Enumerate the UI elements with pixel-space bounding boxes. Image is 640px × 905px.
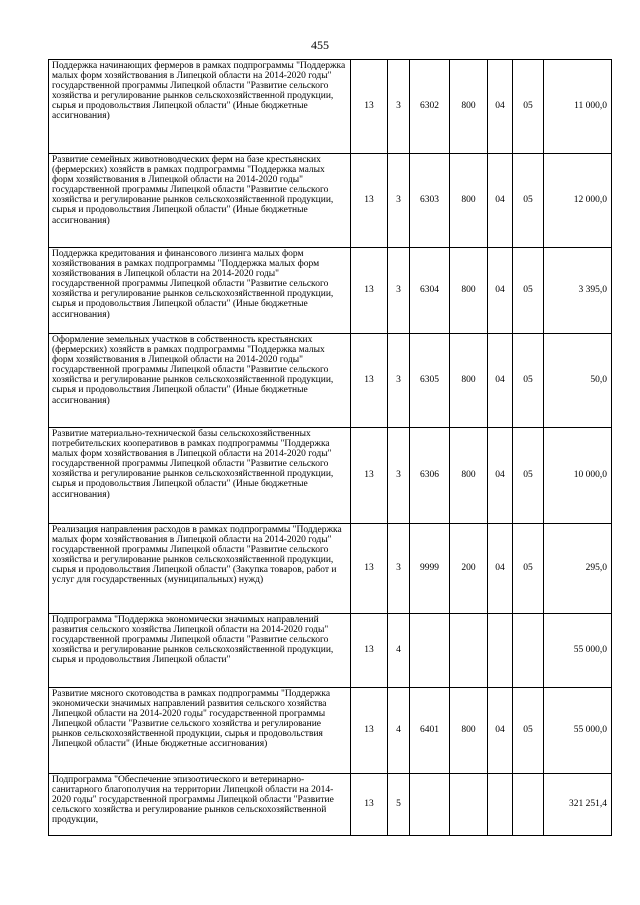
subsection-code: 05 [513,60,544,154]
page-number: 455 [311,38,329,52]
section-code: 04 [488,60,513,154]
section-code [488,774,513,836]
row-description: Реализация направления расходов в рамках подпрограммы "Поддержка малых форм хозяйствования в Липецкой области на 2014-2020 годы" государственной программы Липецкой области "Развитие сельского хозяйства и регулирование рынков сельскохозяйственной продукции, сырья и продовольствия Липецкой области" (Закупка товаров, работ и услуг для государственных (муниципальных) нужд) [49,524,351,614]
subsection-code: 05 [513,334,544,428]
section-code: 04 [488,428,513,524]
expense-article-code: 6302 [410,60,450,154]
expense-article-code [410,614,450,688]
subsection-code: 05 [513,524,544,614]
expense-article-code: 6304 [410,248,450,334]
table-row [49,688,612,774]
subsection-code: 05 [513,688,544,774]
subsection-code: 05 [513,428,544,524]
program-code: 13 [351,688,388,774]
amount-cell: 10 000,0 [544,428,612,524]
expense-type-code [450,614,488,688]
row-description: Развитие мясного скотоводства в рамках подпрограммы "Поддержка экономически значимых направлений развития сельского хозяйства Липецкой области на 2014-2020 годы" государственной программы Липецкой области "Развитие сельского хозяйства и регулирование рынков сельскохозяйственной продукции, сырья и продовольствия Липецкой области" (Иные бюджетные ассигнования) [49,688,351,774]
program-code: 13 [351,774,388,836]
row-description: Подпрограмма "Поддержка экономически значимых направлений развития сельского хозяйства Липецкой области на 2014-2020 годы" государственной программы Липецкой области "Развитие сельского хозяйства и регулирование рынков сельскохозяйственной продукции, сырья и продовольствия Липецкой области" [49,614,351,688]
subprogram-code: 3 [388,428,410,524]
expense-article-code: 6305 [410,334,450,428]
program-code: 13 [351,154,388,248]
row-description: Оформление земельных участков в собственность крестьянских (фермерских) хозяйств в рамках подпрограммы "Поддержка малых форм хозяйствования в Липецкой области на 2014-2020 годы" государственной программы Липецкой области "Развитие сельского хозяйства и регулирование рынков сельскохозяйственной продукции, сырья и продовольствия Липецкой области" (Иные бюджетные ассигнования) [49,334,351,428]
amount-cell: 3 395,0 [544,248,612,334]
amount-cell: 50,0 [544,334,612,428]
subsection-code [513,774,544,836]
row-description: Развитие семейных животноводческих ферм на базе крестьянских (фермерских) хозяйств в рамках подпрограммы "Поддержка малых форм хозяйствования в Липецкой области на 2014-2020 годы" государственной программы Липецкой области "Развитие сельского хозяйства и регулирование рынков сельскохозяйственной продукции, сырья и продовольствия Липецкой области" (Иные бюджетные ассигнования) [49,154,351,248]
subsection-code [513,614,544,688]
table-row [49,154,612,248]
subprogram-code: 3 [388,524,410,614]
program-code: 13 [351,60,388,154]
table-row [49,248,612,334]
section-code: 04 [488,334,513,428]
expense-article-code: 6306 [410,428,450,524]
subprogram-code: 3 [388,60,410,154]
table-row [49,60,612,154]
expense-article-code: 9999 [410,524,450,614]
subprogram-code: 5 [388,774,410,836]
section-code [488,614,513,688]
budget-table [48,59,612,836]
amount-cell: 321 251,4 [544,774,612,836]
table-row [49,428,612,524]
section-code: 04 [488,248,513,334]
section-code: 04 [488,688,513,774]
table-row [49,774,612,836]
expense-type-code: 800 [450,154,488,248]
amount-cell: 12 000,0 [544,154,612,248]
section-code: 04 [488,524,513,614]
subprogram-code: 3 [388,248,410,334]
expense-type-code: 200 [450,524,488,614]
amount-cell: 55 000,0 [544,614,612,688]
expense-article-code [410,774,450,836]
section-code: 04 [488,154,513,248]
budget-table-body [49,60,612,836]
subprogram-code: 3 [388,154,410,248]
expense-type-code: 800 [450,428,488,524]
subprogram-code: 4 [388,614,410,688]
expense-type-code: 800 [450,60,488,154]
subsection-code: 05 [513,154,544,248]
amount-cell: 55 000,0 [544,688,612,774]
row-description: Подпрограмма "Обеспечение эпизоотического и ветеринарно-санитарного благополучия на территории Липецкой области на 2014-2020 годы" государственной программы Липецкой области "Развитие сельского хозяйства и регулирование рынков сельскохозяйственной продукции, [49,774,351,836]
expense-type-code: 800 [450,248,488,334]
row-description: Поддержка кредитования и финансового лизинга малых форм хозяйствования в рамках подпрограммы "Поддержка малых форм хозяйствования в Липецкой области на 2014-2020 годы" государственной программы Липецкой области "Развитие сельского хозяйства и регулирование рынков сельскохозяйственной продукции, сырья и продовольствия Липецкой области" (Иные бюджетные ассигнования) [49,248,351,334]
program-code: 13 [351,614,388,688]
amount-cell: 295,0 [544,524,612,614]
table-row [49,614,612,688]
expense-article-code: 6401 [410,688,450,774]
expense-type-code: 800 [450,334,488,428]
program-code: 13 [351,428,388,524]
subsection-code: 05 [513,248,544,334]
amount-cell: 11 000,0 [544,60,612,154]
program-code: 13 [351,334,388,428]
subprogram-code: 4 [388,688,410,774]
row-description: Развитие материально-технической базы сельскохозяйственных потребительских кооперативов в рамках подпрограммы "Поддержка малых форм хозяйствования в Липецкой области на 2014-2020 годы" государственной программы Липецкой области "Развитие сельского хозяйства и регулирование рынков сельскохозяйственной продукции, сырья и продовольствия Липецкой области" (Иные бюджетные ассигнования) [49,428,351,524]
table-row [49,524,612,614]
expense-type-code: 800 [450,688,488,774]
expense-article-code: 6303 [410,154,450,248]
table-row [49,334,612,428]
expense-type-code [450,774,488,836]
row-description: Поддержка начинающих фермеров в рамках подпрограммы "Поддержка малых форм хозяйствования в Липецкой области на 2014-2020 годы" государственной программы Липецкой области "Развитие сельского хозяйства и регулирование рынков сельскохозяйственной продукции, сырья и продовольствия Липецкой области" (Иные бюджетные ассигнования) [49,60,351,154]
program-code: 13 [351,524,388,614]
subprogram-code: 3 [388,334,410,428]
program-code: 13 [351,248,388,334]
